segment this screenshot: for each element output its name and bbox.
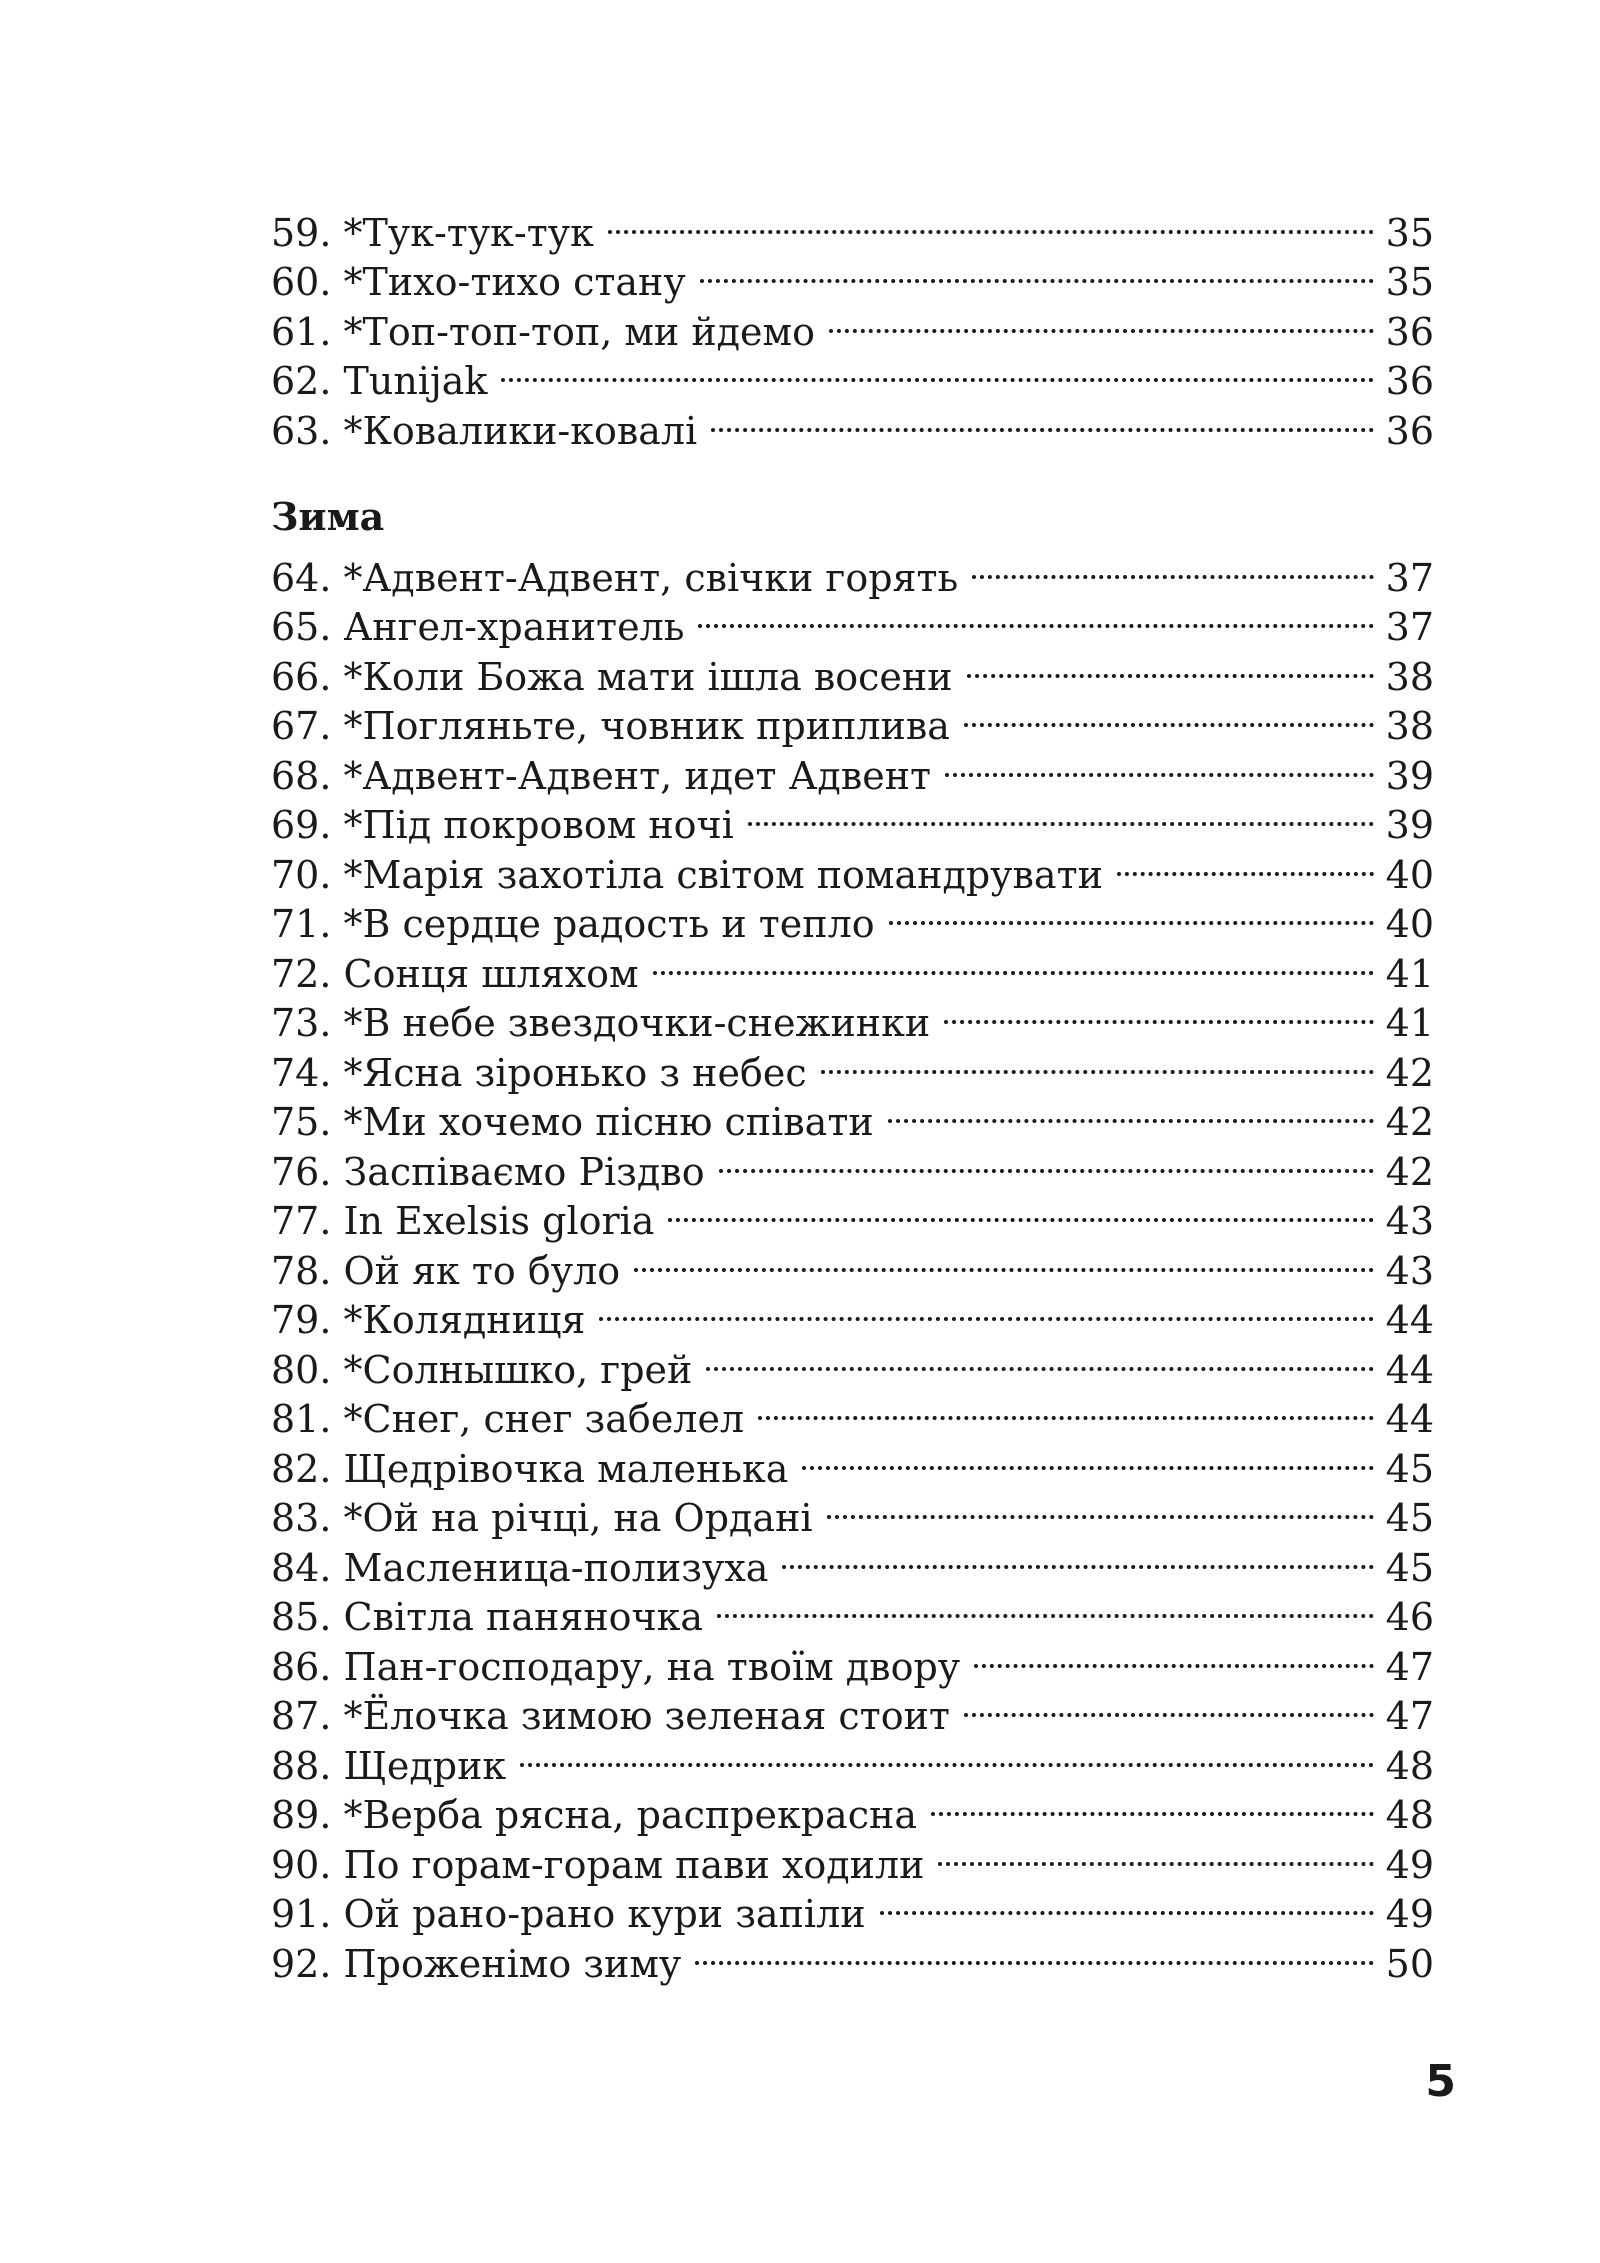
toc-entry-page: 40	[1385, 902, 1434, 946]
toc-entry-page: 49	[1385, 1892, 1434, 1936]
toc-dot-leader	[501, 345, 1373, 395]
toc-dot-leader	[653, 937, 1374, 987]
toc-entry-page: 36	[1385, 408, 1434, 453]
toc-entry-title: 84. Масленица-полизуха	[271, 1545, 769, 1590]
page-number: 5	[1425, 2056, 1456, 2107]
toc-entry-title: 90. По горам-горам пави ходили	[271, 1842, 925, 1887]
toc-dot-leader	[719, 1135, 1374, 1185]
toc-entry-page: 47	[1385, 1644, 1434, 1689]
toc-entry-title: 71. *В сердце радость и тепло	[271, 902, 875, 946]
toc-entry-title: 91. Ой рано-рано кури запіли	[271, 1892, 866, 1936]
toc-entry-page: 44	[1385, 1347, 1434, 1392]
toc-dot-leader	[945, 739, 1374, 789]
toc-entry-page: 39	[1385, 753, 1434, 798]
toc-dot-leader	[1117, 838, 1374, 888]
toc-entry-title: 85. Світла паняночка	[271, 1595, 704, 1639]
toc-entry-title: 59. *Тук-тук-тук	[271, 210, 594, 255]
toc-entry-title: 86. Пан-господару, на твоїм двору	[271, 1644, 961, 1689]
toc-dot-leader	[888, 1086, 1374, 1136]
toc-entry-title: 78. Ой як то було	[271, 1248, 621, 1293]
toc-dot-leader	[938, 1828, 1373, 1878]
toc-entry-page: 43	[1385, 1199, 1434, 1243]
toc-entry-page: 40	[1385, 852, 1434, 897]
toc-entry-page: 38	[1385, 704, 1434, 748]
toc-entry-page: 48	[1385, 1743, 1434, 1788]
toc-dot-leader	[974, 1630, 1374, 1680]
toc-entry-page: 35	[1385, 260, 1434, 304]
toc-entry-page: 43	[1385, 1248, 1434, 1293]
toc-entry-page: 42	[1385, 1149, 1434, 1194]
toc-entry-title: 89. *Верба рясна, распрекрасна	[271, 1793, 917, 1837]
toc-dot-leader	[782, 1531, 1373, 1581]
toc-entry-page: 45	[1385, 1496, 1434, 1540]
toc-list-part1	[271, 196, 1434, 453]
toc-dot-leader	[634, 1234, 1374, 1284]
toc-dot-leader	[964, 690, 1374, 740]
toc-entry-page: 37	[1385, 605, 1434, 649]
toc-entry-title: 73. *В небе звездочки-снежинки	[271, 1001, 931, 1045]
toc-dot-leader	[944, 987, 1373, 1037]
toc-entry-page: 44	[1385, 1298, 1434, 1342]
toc-entry-page: 48	[1385, 1793, 1434, 1837]
toc-entry-title: 76. Заспіваємо Різдво	[271, 1149, 705, 1194]
toc-entry-title: 74. *Ясна зіронько з небес	[271, 1050, 807, 1095]
toc-dot-leader	[599, 1284, 1373, 1334]
toc-entry-page: 45	[1385, 1545, 1434, 1590]
toc-entry-title: 65. Ангел-хранитель	[271, 605, 685, 649]
toc-dot-leader	[827, 1482, 1374, 1532]
toc-entry	[271, 196, 1434, 255]
section-heading-winter: Зима	[271, 494, 385, 539]
toc-dot-leader	[802, 1432, 1373, 1482]
toc-dot-leader	[717, 1581, 1374, 1631]
toc-entry-title: 64. *Адвент-Адвент, свічки горять	[271, 555, 959, 600]
toc-entry-title: 92. Проженімо зиму	[271, 1941, 682, 1986]
toc-dot-leader	[829, 295, 1374, 345]
toc-entry-page: 50	[1385, 1941, 1434, 1986]
toc-entry-title: 88. Щедрик	[271, 1743, 507, 1788]
toc-entry-title: 81. *Снег, снег забелел	[271, 1397, 745, 1441]
toc-entry-page: 45	[1385, 1446, 1434, 1491]
toc-dot-leader	[758, 1383, 1374, 1433]
toc-dot-leader	[711, 394, 1373, 444]
toc-entry-title: 87. *Ёлочка зимою зеленая стоит	[271, 1694, 950, 1738]
toc-entry-page: 36	[1385, 309, 1434, 354]
toc-entry-page: 36	[1385, 359, 1434, 403]
toc-entry-title: 80. *Солнышко, грей	[271, 1347, 693, 1392]
toc-entry-page: 42	[1385, 1050, 1434, 1095]
toc-entry-page: 42	[1385, 1100, 1434, 1144]
toc-dot-leader	[698, 591, 1373, 641]
toc-entry-page: 44	[1385, 1397, 1434, 1441]
toc-entry-title: 67. *Погляньте, човник приплива	[271, 704, 950, 748]
toc-entry-title: 83. *Ой на річці, на Ордані	[271, 1496, 813, 1540]
toc-entry-page: 49	[1385, 1842, 1434, 1887]
toc-entry-title: 60. *Тихо-тихо стану	[271, 260, 686, 304]
toc-entry-title: 62. Tunijak	[271, 359, 488, 403]
toc-dot-leader	[748, 789, 1374, 839]
toc-dot-leader	[821, 1036, 1374, 1086]
toc-entry-title: 61. *Топ-топ-топ, ми йдемо	[271, 309, 815, 354]
toc-entry-title: 66. *Коли Божа мати ішла восени	[271, 654, 953, 699]
toc-entry-page: 38	[1385, 654, 1434, 699]
toc-entry-page: 46	[1385, 1595, 1434, 1639]
toc-entry-page: 41	[1385, 1001, 1434, 1045]
toc-list-part2	[271, 541, 1434, 1986]
toc-entry-title: 69. *Під покровом ночі	[271, 803, 734, 847]
toc-entry-title: 79. *Колядниця	[271, 1298, 586, 1342]
toc-entry-page: 47	[1385, 1694, 1434, 1738]
toc-dot-leader	[972, 541, 1373, 591]
toc-entry-title: 77. In Exelsis gloria	[271, 1199, 655, 1243]
toc-entry-title: 70. *Марія захотіла світом помандрувати	[271, 852, 1103, 897]
toc-entry-page: 39	[1385, 803, 1434, 847]
toc-dot-leader	[880, 1878, 1374, 1928]
toc-entry-title: 75. *Ми хочемо пісню співати	[271, 1100, 874, 1144]
toc-entry-title: 68. *Адвент-Адвент, идет Адвент	[271, 753, 932, 798]
toc-entry-page: 35	[1385, 210, 1434, 255]
toc-dot-leader	[964, 1680, 1374, 1730]
toc-entry-page: 41	[1385, 951, 1434, 996]
toc-dot-leader	[668, 1185, 1373, 1235]
toc-entry	[271, 541, 1434, 600]
toc-entry-title: 72. Сонця шляхом	[271, 951, 639, 996]
toc-dot-leader	[889, 888, 1374, 938]
toc-dot-leader	[967, 640, 1374, 690]
toc-dot-leader	[706, 1333, 1373, 1383]
toc-dot-leader	[520, 1729, 1373, 1779]
toc-dot-leader	[695, 1927, 1373, 1977]
toc-entry-title: 82. Щедрівочка маленька	[271, 1446, 789, 1491]
toc-entry-title: 63. *Ковалики-ковалі	[271, 408, 698, 453]
toc-entry-page: 37	[1385, 555, 1434, 600]
toc-dot-leader	[931, 1779, 1374, 1829]
toc-dot-leader	[608, 196, 1374, 246]
toc-dot-leader	[700, 246, 1374, 296]
